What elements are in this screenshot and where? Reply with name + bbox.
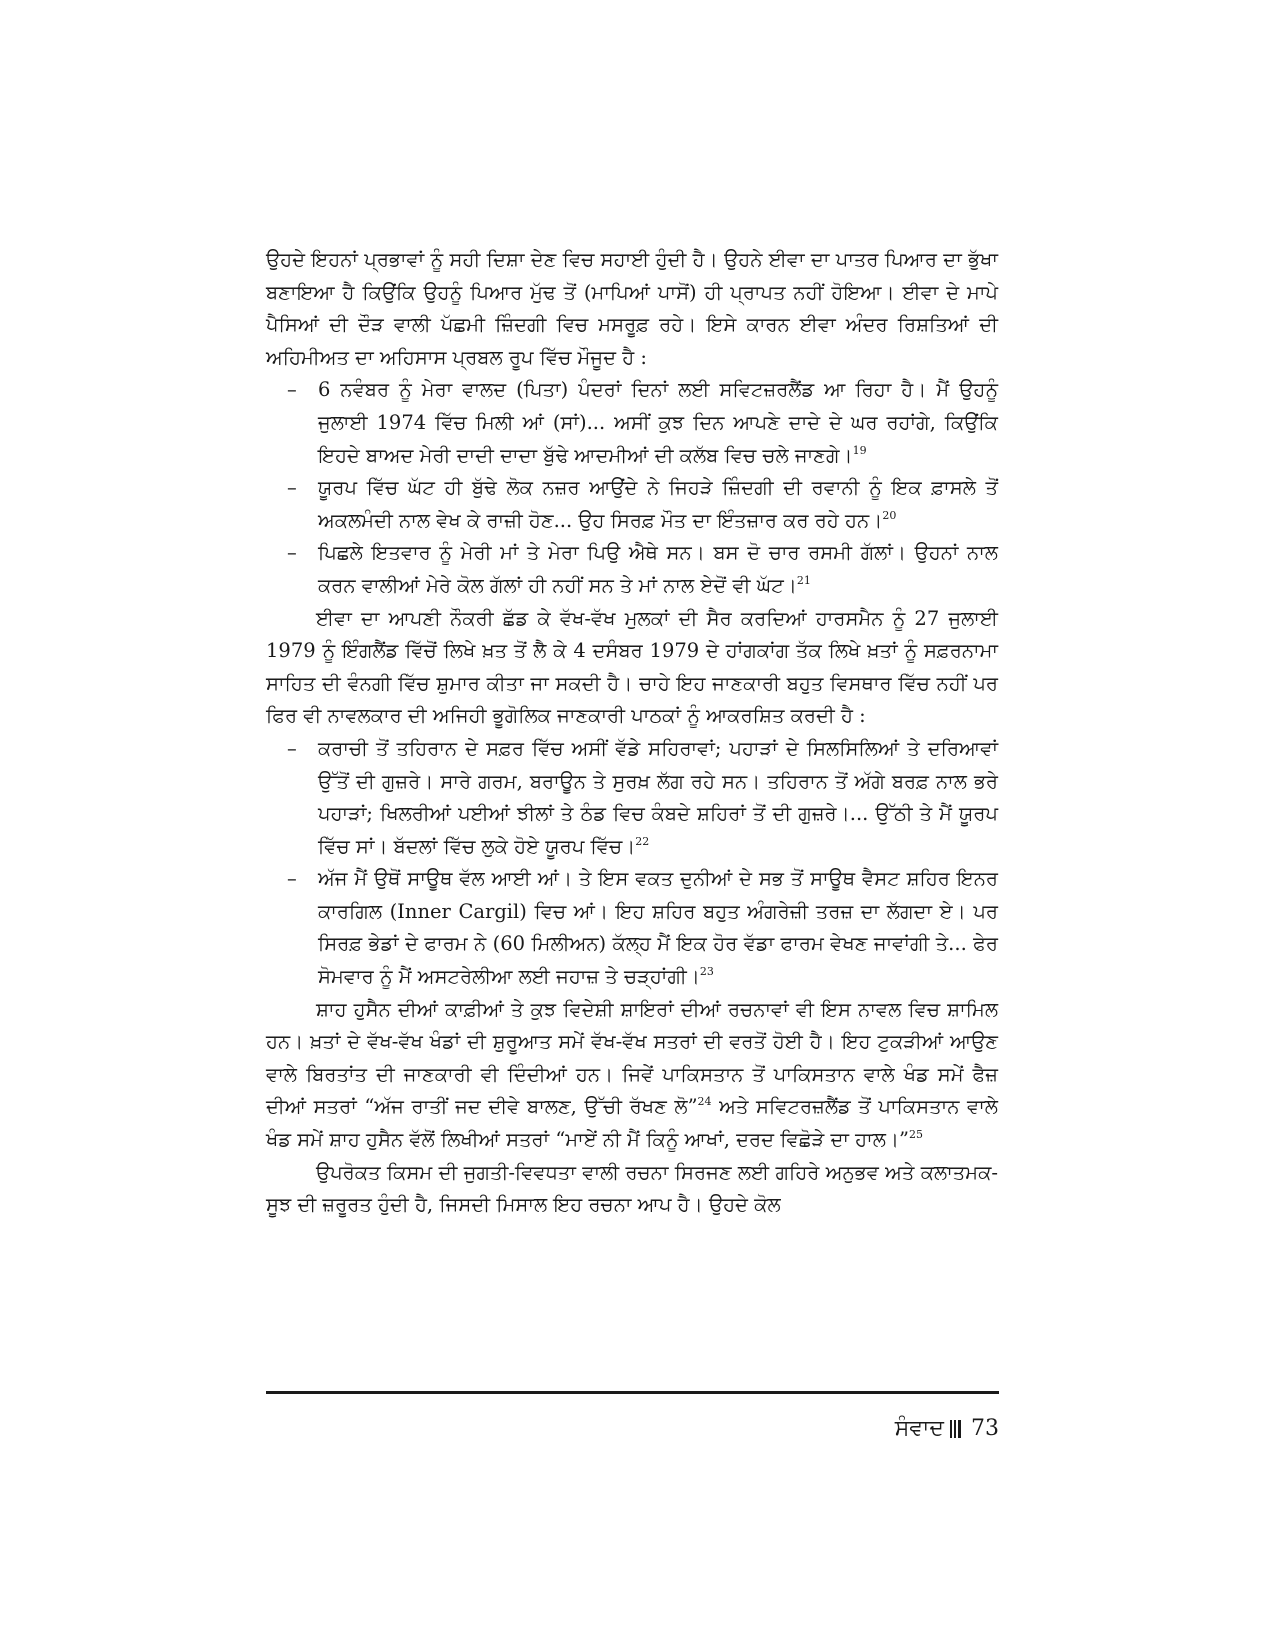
dash-marker: – — [287, 736, 297, 760]
footnote-ref: 19 — [852, 443, 867, 457]
dash-marker: – — [287, 867, 297, 891]
quote-text: 6 ਨਵੰਬਰ ਨੂੰ ਮੇਰਾ ਵਾਲਦ (ਪਿਤਾ) ਪੰਦਰਾਂ ਦਿਨਾਂ ਲਈ ਸਵਿਟਜ਼ਰਲੈਂਡ ਆ ਰਿਹਾ ਹੈ। ਮੈਂ ਉਹਨੂੰ ਜੁਲਾਈ 1974 ਵਿੱਚ ਮਿਲੀ ਆਂ (ਸਾਂ)... ਅਸੀਂ ਕੁਝ ਦਿਨ ਆਪਣੇ ਦਾਦੇ ਦੇ ਘਰ ਰਹਾਂਗੇ, ਕਿਉਂਕਿ ਇਹਦੇ ਬਾਅਦ ਮੇਰੀ ਦਾਦੀ ਦਾਦਾ ਬੁੱਢੇ ਆਦਮੀਆਂ ਦੀ ਕਲੱਬ ਵਿਚ ਚਲੇ ਜਾਣਗੇ। — [318, 378, 998, 467]
page-body — [266, 244, 998, 1222]
paragraph-text: ਸ਼ਾਹ ਹੁਸੈਨ ਦੀਆਂ ਕਾਫ਼ੀਆਂ ਤੇ ਕੁਝ ਵਿਦੇਸ਼ੀ ਸ਼ਾਇਰਾਂ ਦੀਆਂ ਰਚਨਾਵਾਂ ਵੀ ਇਸ ਨਾਵਲ ਵਿਚ ਸ਼ਾਮਿਲ ਹਨ। ਖ਼ਤਾਂ ਦੇ ਵੱਖ-ਵੱਖ ਖੰਡਾਂ ਦੀ ਸ਼ੁਰੂਆਤ ਸਮੇਂ ਵੱਖ-ਵੱਖ ਸਤਰਾਂ ਦੀ ਵਰਤੋਂ ਹੋਈ ਹੈ। ਇਹ ਟੁਕੜੀਆਂ ਆਉਣ ਵਾਲੇ ਬਿਰਤਾਂਤ ਦੀ ਜਾਣਕਾਰੀ ਵੀ ਦਿੰਦੀਆਂ ਹਨ। ਜਿਵੇਂ ਪਾਕਿਸਤਾਨ ਤੋਂ ਪਾਕਿਸਤਾਨ ਵਾਲੇ ਖੰਡ ਸਮੇਂ ਫੈਜ਼ ਦੀਆਂ ਸਤਰਾਂ “ਅੱਜ ਰਾਤੀਂ ਜਦ ਦੀਵੇ ਬਾਲਣ, ਉੱਚੀ ਰੱਖਣ ਲੋ” — [266, 997, 998, 1119]
quote-item — [287, 863, 998, 993]
quote-item — [287, 374, 998, 472]
body-paragraph — [266, 994, 998, 1157]
page-footer — [820, 1414, 999, 1447]
quote-text: ਅੱਜ ਮੈਂ ਉਥੋਂ ਸਾਊਥ ਵੱਲ ਆਈ ਆਂ। ਤੇ ਇਸ ਵਕਤ ਦੁਨੀਆਂ ਦੇ ਸਭ ਤੋਂ ਸਾਊਥ ਵੈਸਟ ਸ਼ਹਿਰ ਇਨਰ ਕਾਰਗਿਲ (Inner Cargil) ਵਿਚ ਆਂ। ਇਹ ਸ਼ਹਿਰ ਬਹੁਤ ਅੰਗਰੇਜ਼ੀ ਤਰਜ਼ ਦਾ ਲੱਗਦਾ ਏ। ਪਰ ਸਿਰਫ਼ ਭੇਡਾਂ ਦੇ ਫਾਰਮ ਨੇ (60 ਮਿਲੀਅਨ) ਕੱਲ੍ਹ ਮੈਂ ਇਕ ਹੋਰ ਵੱਡਾ ਫਾਰਮ ਵੇਖਣ ਜਾਵਾਂਗੀ ਤੇ... ਫੇਰ ਸੋਮਵਾਰ ਨੂੰ ਮੈਂ ਅਸਟਰੇਲੀਆ ਲਈ ਜਹਾਜ਼ ਤੇ ਚੜ੍ਹਾਂਗੀ। — [318, 867, 998, 989]
quote-list — [266, 374, 998, 602]
body-paragraph: ਉਹਦੇ ਇਹਨਾਂ ਪ੍ਰਭਾਵਾਂ ਨੂੰ ਸਹੀ ਦਿਸ਼ਾ ਦੇਣ ਵਿਚ ਸਹਾਈ ਹੁੰਦੀ ਹੈ। ਉਹਨੇ ਈਵਾ ਦਾ ਪਾਤਰ ਪਿਆਰ ਦਾ ਭੁੱਖਾ ਬਣਾਇਆ ਹੈ ਕਿਉਂਕਿ ਉਹਨੂੰ ਪਿਆਰ ਮੁੱਢ ਤੋਂ (ਮਾਪਿਆਂ ਪਾਸੋਂ) ਹੀ ਪ੍ਰਾਪਤ ਨਹੀਂ ਹੋਇਆ। ਈਵਾ ਦੇ ਮਾਪੇ ਪੈਸਿਆਂ ਦੀ ਦੌੜ ਵਾਲੀ ਪੱਛਮੀ ਜ਼ਿੰਦਗੀ ਵਿਚ ਮਸਰੂਫ਼ ਰਹੇ। ਇਸੇ ਕਾਰਨ ਈਵਾ ਅੰਦਰ ਰਿਸ਼ਤਿਆਂ ਦੀ ਅਹਿਮੀਅਤ ਦਾ ਅਹਿਸਾਸ ਪ੍ਰਬਲ ਰੂਪ ਵਿੱਚ ਮੌਜੂਦ ਹੈ : — [266, 248, 998, 369]
paragraph-text: ਅਤੇ ਸਵਿਟਰਜ਼ਲੈਂਡ ਤੋਂ ਪਾਕਿਸਤਾਨ ਵਾਲੇ ਖੰਡ ਸਮੇਂ ਸ਼ਾਹ ਹੁਸੈਨ ਵੱਲੋਂ ਲਿਖੀਆਂ ਸਤਰਾਂ “ਮਾਏਂ ਨੀ ਮੈਂ ਕਿਨੂੰ ਆਖਾਂ, ਦਰਦ ਵਿਛੋੜੇ ਦਾ ਹਾਲ।” — [266, 1095, 998, 1152]
footnote-ref: 24 — [697, 1095, 712, 1109]
footnote-ref: 21 — [796, 573, 811, 587]
footnote-ref: 25 — [908, 1128, 923, 1142]
quote-item — [287, 733, 998, 863]
separator-bars-icon — [950, 1417, 963, 1447]
dash-marker: – — [287, 541, 297, 565]
body-paragraph: ਈਵਾ ਦਾ ਆਪਣੀ ਨੌਕਰੀ ਛੱਡ ਕੇ ਵੱਖ-ਵੱਖ ਮੁਲਕਾਂ ਦੀ ਸੈਰ ਕਰਦਿਆਂ ਹਾਰਸਮੈਨ ਨੂੰ 27 ਜੁਲਾਈ 1979 ਨੂੰ ਇੰਗਲੈਂਡ ਵਿੱਚੋਂ ਲਿਖੇ ਖ਼ਤ ਤੋਂ ਲੈ ਕੇ 4 ਦਸੰਬਰ 1979 ਦੇ ਹਾਂਗਕਾਂਗ ਤੱਕ ਲਿਖੇ ਖ਼ਤਾਂ ਨੂੰ ਸਫ਼ਰਨਾਮਾ ਸਾਹਿਤ ਦੀ ਵੰਨਗੀ ਵਿੱਚ ਸ਼ੁਮਾਰ ਕੀਤਾ ਜਾ ਸਕਦੀ ਹੈ। ਚਾਹੇ ਇਹ ਜਾਣਕਾਰੀ ਬਹੁਤ ਵਿਸਥਾਰ ਵਿੱਚ ਨਹੀਂ ਪਰ ਫਿਰ ਵੀ ਨਾਵਲਕਾਰ ਦੀ ਅਜਿਹੀ ਭੂਗੋਲਿਕ ਜਾਣਕਾਰੀ ਪਾਠਕਾਂ ਨੂੰ ਆਕਰਸ਼ਿਤ ਕਰਦੀ ਹੈ : — [266, 606, 998, 728]
quote-text: ਪਿਛਲੇ ਇਤਵਾਰ ਨੂੰ ਮੇਰੀ ਮਾਂ ਤੇ ਮੇਰਾ ਪਿਉ ਐਥੇ ਸਨ। ਬਸ ਦੋ ਚਾਰ ਰਸਮੀ ਗੱਲਾਂ। ਉਹਨਾਂ ਨਾਲ ਕਰਨ ਵਾਲੀਆਂ ਮੇਰੇ ਕੋਲ ਗੱਲਾਂ ਹੀ ਨਹੀਂ ਸਨ ਤੇ ਮਾਂ ਨਾਲ ਏਦੋਂ ਵੀ ਘੱਟ। — [318, 541, 998, 597]
quote-item — [287, 537, 998, 602]
quote-item — [287, 472, 998, 537]
footer-rule — [266, 1391, 999, 1394]
journal-name: ਸੰਵਾਦ — [894, 1416, 944, 1441]
quote-text: ਕਰਾਚੀ ਤੋਂ ਤਹਿਰਾਨ ਦੇ ਸਫ਼ਰ ਵਿੱਚ ਅਸੀਂ ਵੱਡੇ ਸਹਿਰਾਵਾਂ; ਪਹਾੜਾਂ ਦੇ ਸਿਲਸਿਲਿਆਂ ਤੇ ਦਰਿਆਵਾਂ ਉੱਤੋਂ ਦੀ ਗੁਜ਼ਰੇ। ਸਾਰੇ ਗਰਮ, ਬਰਾਊਨ ਤੇ ਸੁਰਖ਼ ਲੱਗ ਰਹੇ ਸਨ। ਤਹਿਰਾਨ ਤੋਂ ਅੱਗੇ ਬਰਫ਼ ਨਾਲ ਭਰੇ ਪਹਾੜਾਂ; ਖਿਲਰੀਆਂ ਪਈਆਂ ਝੀਲਾਂ ਤੇ ਠੰਡ ਵਿਚ ਕੰਬਦੇ ਸ਼ਹਿਰਾਂ ਤੋਂ ਦੀ ਗੁਜ਼ਰੇ।... ਉੱਠੀ ਤੇ ਮੈਂ ਯੂਰਪ ਵਿੱਚ ਸਾਂ। ਬੱਦਲਾਂ ਵਿੱਚ ਲੁਕੇ ਹੋਏ ਯੂਰਪ ਵਿੱਚ। — [318, 736, 998, 858]
quote-list — [266, 733, 998, 994]
quote-text: ਯੂਰਪ ਵਿੱਚ ਘੱਟ ਹੀ ਬੁੱਢੇ ਲੋਕ ਨਜ਼ਰ ਆਉਂਦੇ ਨੇ ਜਿਹੜੇ ਜ਼ਿੰਦਗੀ ਦੀ ਰਵਾਨੀ ਨੂੰ ਇਕ ਫ਼ਾਸਲੇ ਤੋਂ ਅਕਲਮੰਦੀ ਨਾਲ ਵੇਖ ਕੇ ਰਾਜ਼ੀ ਹੋਣ... ਉਹ ਸਿਰਫ਼ ਮੌਤ ਦਾ ਇੰਤਜ਼ਾਰ ਕਰ ਰਹੇ ਹਨ। — [318, 476, 998, 532]
body-paragraph: ਉਪਰੋਕਤ ਕਿਸਮ ਦੀ ਜੁਗਤੀ-ਵਿਵਧਤਾ ਵਾਲੀ ਰਚਨਾ ਸਿਰਜਣ ਲਈ ਗਹਿਰੇ ਅਨੁਭਵ ਅਤੇ ਕਲਾਤਮਕ-ਸੂਝ ਦੀ ਜ਼ਰੂਰਤ ਹੁੰਦੀ ਹੈ, ਜਿਸਦੀ ਮਿਸਾਲ ਇਹ ਰਚਨਾ ਆਪ ਹੈ। ਉਹਦੇ ਕੋਲ — [266, 1160, 998, 1217]
footnote-ref: 23 — [699, 965, 714, 979]
page-number: 73 — [971, 1416, 999, 1441]
dash-marker: – — [287, 378, 297, 402]
dash-marker: – — [287, 476, 297, 500]
footnote-ref: 20 — [882, 508, 897, 522]
footnote-ref: 22 — [635, 834, 650, 848]
